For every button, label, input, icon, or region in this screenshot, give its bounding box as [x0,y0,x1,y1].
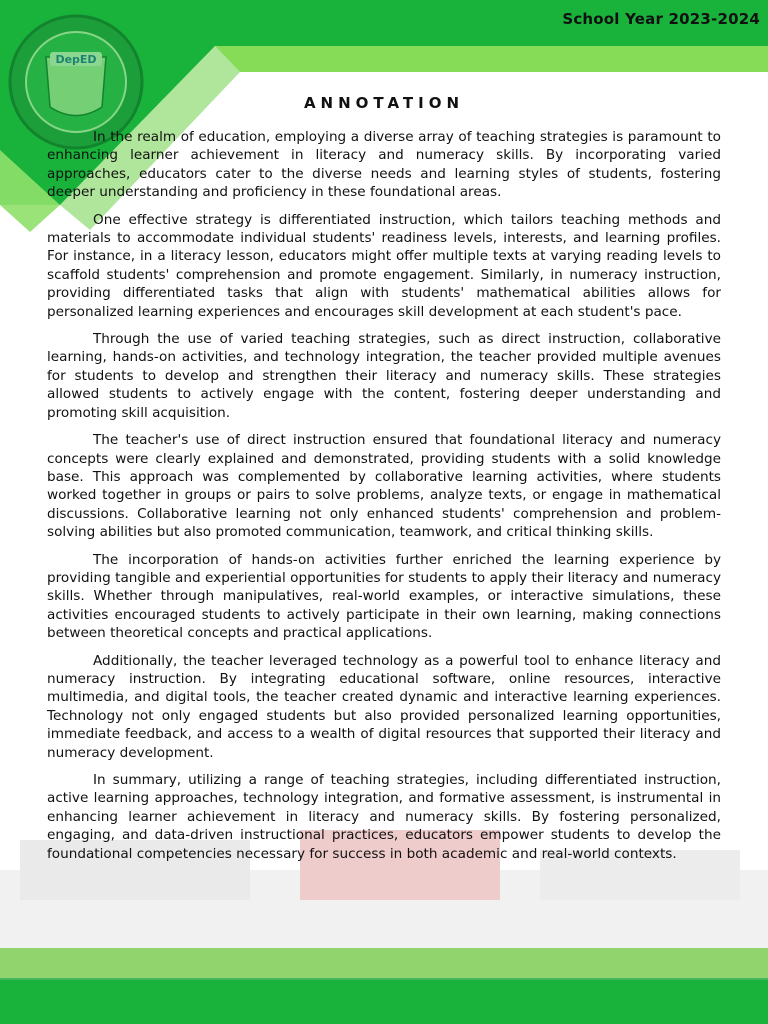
paragraph-6: Additionally, the teacher leveraged technology as a powerful tool to enhance literacy and numeracy instruction. By integrating educational software, online resources, interactive multimedia, and digital tools, the teacher created dynamic and interactive learning experiences. Technology not only engaged students but also provided personalized learning opportunities, immediate feedback, and access to a wealth of digital resources that supported their literacy and numeracy development. [47,652,721,761]
paragraph-3: Through the use of varied teaching strategies, such as direct instruction, collaborative learning, hands-on activities, and technology integration, the teacher provided multiple avenues for students to develop and strengthen their literacy and numeracy skills. These strategies allowed students to actively engage with the content, fostering deeper understanding and promoting skill acquisition. [47,331,721,421]
paragraph-5: The incorporation of hands-on activities further enriched the learning experience by providing tangible and experiential opportunities for students to apply their literacy and numeracy skills. Whether through manipulatives, real-world examples, or interactive simulations, these activities encouraged students to actively participate in their own learning, making connections between theoretical concepts and practical applications. [47,551,721,642]
paragraph-1: In the realm of education, employing a diverse array of teaching strategies is paramount to enhancing learner achievement in literacy and numeracy skills. By incorporating varied approaches, educators cater to the diverse needs and learning styles of students, fostering deeper understanding and proficiency in these foundational areas. [47,129,721,201]
document-title: ANNOTATION [303,94,465,112]
school-year-label: School Year 2023-2024 [562,10,760,28]
svg-text:DepED: DepED [55,53,97,66]
paragraph-7: In summary, utilizing a range of teaching strategies, including differentiated instruction, active learning approaches, technology integration, and formative assessment, is instrumental in enhancing learner achievement in literacy and numeracy skills. By fostering personalized, engaging, and data-driven instructional practices, educators empower students to develop the foundational competencies necessary for success in both academic and real-world contexts. [47,772,721,862]
annotation-body [47,128,721,872]
paragraph-2: One effective strategy is differentiated instruction, which tailors teaching methods and materials to accommodate individual students' readiness levels, interests, and learning profiles. For instance, in a literacy lesson, educators might offer multiple texts at varying reading levels to scaffold students' comprehension and promote engagement. Similarly, in numeracy instruction, providing differentiated tasks that align with students' mathematical abilities allows for personalized learning experiences and encourages skill development at each student's pace. [47,211,721,320]
paragraph-4: The teacher's use of direct instruction ensured that foundational literacy and numeracy concepts were clearly explained and demonstrated, providing students with a solid knowledge base. This approach was complemented by collaborative learning activities, where students worked together in groups or pairs to solve problems, analyze texts, or engage in mathematical discussions. Collaborative learning not only enhanced students' comprehension and problem-solving abilities but also promoted communication, teamwork, and critical thinking skills. [47,432,721,541]
